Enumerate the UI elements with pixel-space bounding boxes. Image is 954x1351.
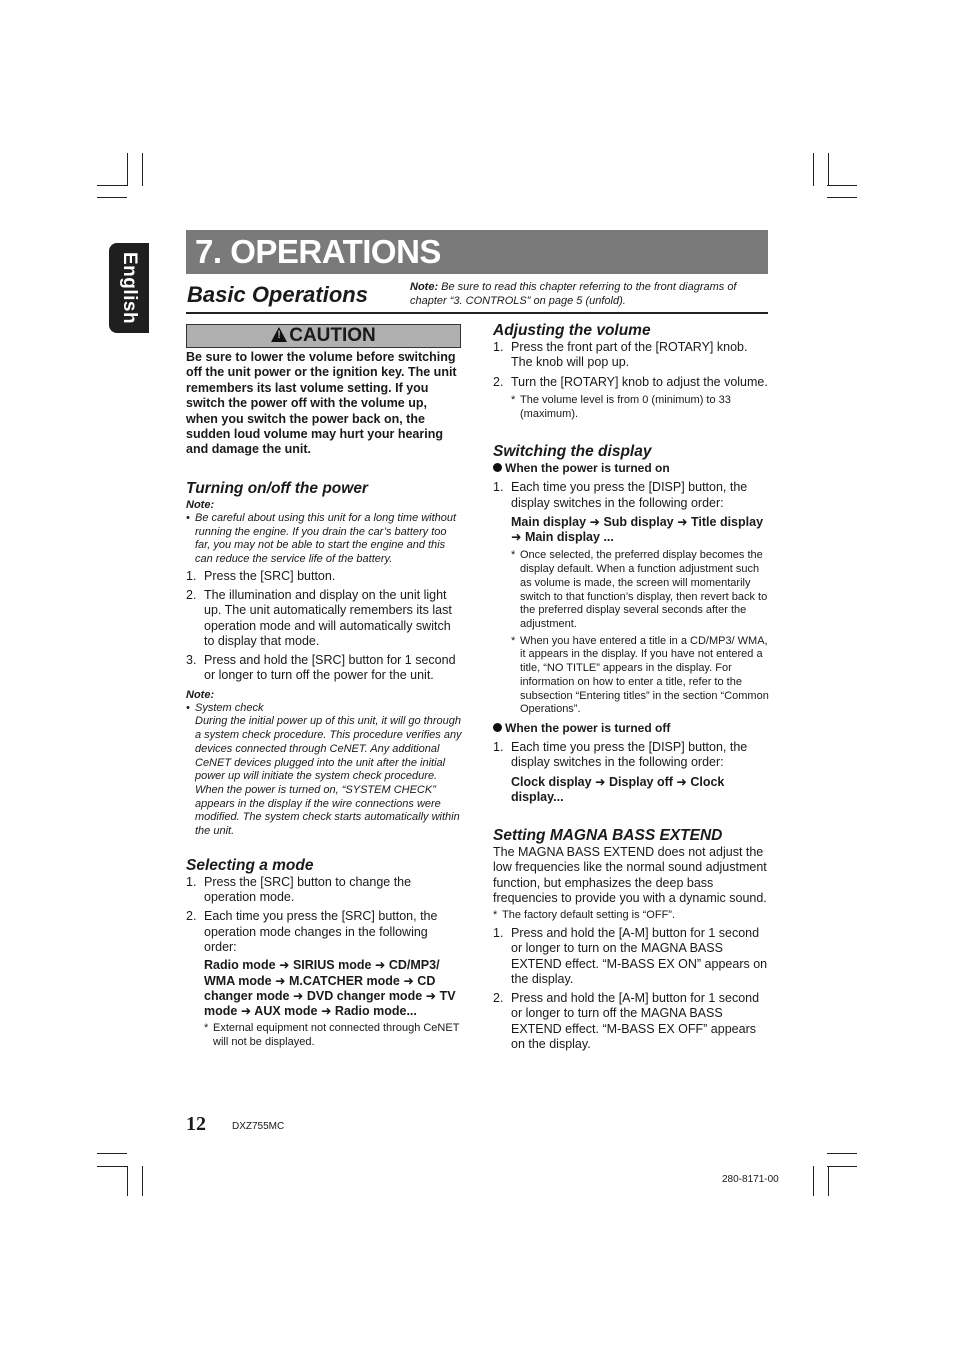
volume-footnote: * The volume level is from 0 (minimum) to 33 (maximum).: [493, 394, 769, 421]
list-item: 1. Press the front part of the [ROTARY] knob. The knob will pop up.: [493, 340, 769, 371]
volume-heading: Adjusting the volume: [493, 322, 651, 339]
right-column: [493, 322, 769, 1052]
top-note-text: Be sure to read this chapter referring to the front diagrams of chapter “3. CONTROLS” on page 5 (unfold).: [410, 281, 737, 307]
system-check-note: • System check: [186, 702, 462, 716]
caution-label: CAUTION: [289, 325, 376, 346]
list-item: 2. Turn the [ROTARY] knob to adjust the volume.: [493, 374, 768, 389]
mode-footnote-text: External equipment not connected through CeNET will not be displayed.: [213, 1022, 460, 1049]
power-note-label: Note:: [186, 498, 215, 511]
top-note: [410, 280, 772, 308]
list-item: 1. Press the [SRC] button.: [186, 569, 462, 584]
list-item: 1. Press the [SRC] button to change the operation mode.: [186, 875, 462, 906]
magna-step-2: Press and hold the [A-M] button for 1 second or longer to turn off the MAGNA BASS EXTEND effect. “M-BASS EX OFF” appears on the display.: [511, 991, 760, 1052]
mode-order: Radio mode ➜ SIRIUS mode ➜ CD/MP3/ WMA mode ➜ M.CATCHER mode ➜ CD changer mode ➜ DVD changer mode ➜ TV mode ➜ AUX mode ➜ Radio mode...: [204, 958, 456, 1019]
top-note-label: Note:: [410, 281, 439, 293]
display-on-order: Main display ➜ Sub display ➜ Title display ➜ Main display ...: [511, 514, 764, 545]
power-note-text: Be careful about using this unit for a long time without running the engine. If you drain the car’s battery too far, you may not be able to start the engine and this can reduce the service life of the battery.: [195, 511, 457, 565]
power-step-3: Press and hold the [SRC] button for 1 second or longer to turn off the power for the unit.: [204, 653, 456, 683]
left-column: [186, 350, 462, 1050]
power-step-1: Press the [SRC] button.: [204, 568, 336, 583]
language-tab: [109, 243, 149, 333]
magna-step-1: Press and hold the [A-M] button for 1 second or longer to turn on the MAGNA BASS EXTEND effect. “M-BASS EX ON” appears on the display.: [511, 926, 768, 986]
section-title: Basic Operations: [187, 282, 368, 307]
list-item: 1. Each time you press the [DISP] button, the display switches in the following order:: [493, 480, 769, 511]
mode-footnote: * External equipment not connected through CeNET will not be displayed.: [186, 1022, 462, 1049]
system-check-note-label: Note:: [186, 688, 215, 701]
volume-step-1: Press the front part of the [ROTARY] knob. The knob will pop up.: [511, 340, 748, 370]
header-rule: [186, 312, 768, 314]
mode-step-1: Press the [SRC] button to change the operation mode.: [204, 874, 412, 905]
volume-footnote-text: The volume level is from 0 (minimum) to 33 (maximum).: [520, 393, 731, 420]
magna-footnote-text: The factory default setting is “OFF”.: [502, 909, 676, 922]
bullet-dot-icon: [493, 463, 502, 472]
page-number: 12: [186, 1113, 206, 1135]
list-item: 1. Each time you press the [DISP] button, the display switches in the following order:: [493, 740, 769, 771]
display-footnote-1-text: Once selected, the preferred display becomes the display default. When a function adjustment such as volume is made, the screen will momentarily switch to that function’s display, then revert back to the preferred display several seconds after the adjustment.: [520, 549, 768, 630]
power-note: • Be careful about using this unit for a long time without running the engine. If you drain the car’s battery too far, you may not be able to start the engine and this can reduce the service life of the battery.: [186, 512, 462, 567]
volume-step-2: Turn the [ROTARY] knob to adjust the volume.: [511, 374, 768, 389]
display-footnote-2: * When you have entered a title in a CD/MP3/ WMA, it appears in the display. If you have not entered a title, “NO TITLE” appears in the display. For information on how to enter a title, refer to the subsection “Entering titles” in the section “Common Operations”.: [511, 634, 769, 716]
display-on-step: Each time you press the [DISP] button, the display switches in the following order:: [511, 480, 748, 510]
list-item: 1. Press and hold the [A-M] button for 1 second or longer to turn on the MAGNA BASS EXTEND effect. “M-BASS EX ON” appears on the display.: [493, 926, 768, 986]
magna-heading: Setting MAGNA BASS EXTEND: [493, 827, 723, 845]
power-on-label-text: When the power is turned on: [505, 461, 670, 476]
bullet-dot-icon: [493, 723, 502, 732]
display-footnote-1: * Once selected, the preferred display becomes the display default. When a function adjustment such as volume is made, the screen will momentarily switch to that function’s display, then revert back to the preferred display several seconds after the adjustment.: [511, 549, 768, 630]
warning-triangle-icon: [271, 327, 287, 342]
mode-step-2: Each time you press the [SRC] button, the operation mode changes in the following order:: [204, 909, 438, 954]
display-off-order: Clock display ➜ Display off ➜ Clock display...: [511, 774, 725, 804]
power-on-label: [493, 461, 769, 476]
list-item: 2. Press and hold the [A-M] button for 1 second or longer to turn off the MAGNA BASS EXTEND effect. “M-BASS EX OFF” appears on the display.: [493, 991, 769, 1052]
list-item: 2. Each time you press the [SRC] button, the operation mode changes in the following order:: [186, 909, 462, 955]
caution-box: [186, 324, 461, 348]
power-step-2: The illumination and display on the unit light up. The unit automatically remembers its last operation mode and will automatically switch to display that mode.: [204, 587, 452, 648]
mode-heading: Selecting a mode: [186, 856, 314, 874]
power-off-label: [493, 721, 769, 736]
display-heading: Switching the display: [493, 443, 652, 461]
display-footnote-2-text: When you have entered a title in a CD/MP3/ WMA, it appears in the display. If you have not entered a title, “NO TITLE” appears in the display. For information on how to enter a title, refer to the subsection “Entering titles” in the section “Common Operations”.: [520, 634, 769, 716]
page-title: 7. OPERATIONS: [195, 233, 441, 270]
model-number: DXZ755MC: [232, 1121, 285, 1132]
magna-intro: The MAGNA BASS EXTEND does not adjust the low frequencies like the normal sound adjustment function, but emphasizes the deep bass frequencies to provide you with a dynamic sound.: [493, 845, 767, 905]
chapter-banner: [186, 230, 768, 274]
caution-text: Be sure to lower the volume before switching off the unit power or the ignition key. The unit remembers its last volume setting. If you switch the power off with the volume up, when you switch the power back on, the sudden loud volume may hurt your hearing and damage the unit.: [186, 350, 457, 457]
document-code: 280-8171-00: [722, 1174, 779, 1185]
system-check-text: During the initial power up of this unit, it will go through a system check procedure. This procedure verifies any devices connected through CeNET. Any additional CeNET devices plugged into the unit after the initial power up will initiate the system check procedure. When the power is turned on, “SYSTEM CHECK” appears in the display if the wire connections were modified. The system check starts automatically within the unit.: [195, 715, 462, 838]
system-check-title: System check: [195, 701, 264, 714]
language-tab-label: English: [119, 251, 140, 325]
display-off-step: Each time you press the [DISP] button, the display switches in the following order:: [511, 739, 748, 770]
power-off-label-text: When the power is turned off: [505, 720, 671, 735]
power-heading: Turning on/off the power: [186, 479, 368, 497]
list-item: 2. The illumination and display on the unit light up. The unit automatically remembers its last operation mode and will automatically switch to display that mode.: [186, 588, 462, 649]
list-item: 3. Press and hold the [SRC] button for 1 second or longer to turn off the power for the unit.: [186, 653, 462, 684]
magna-footnote: * The factory default setting is “OFF”.: [493, 909, 769, 923]
